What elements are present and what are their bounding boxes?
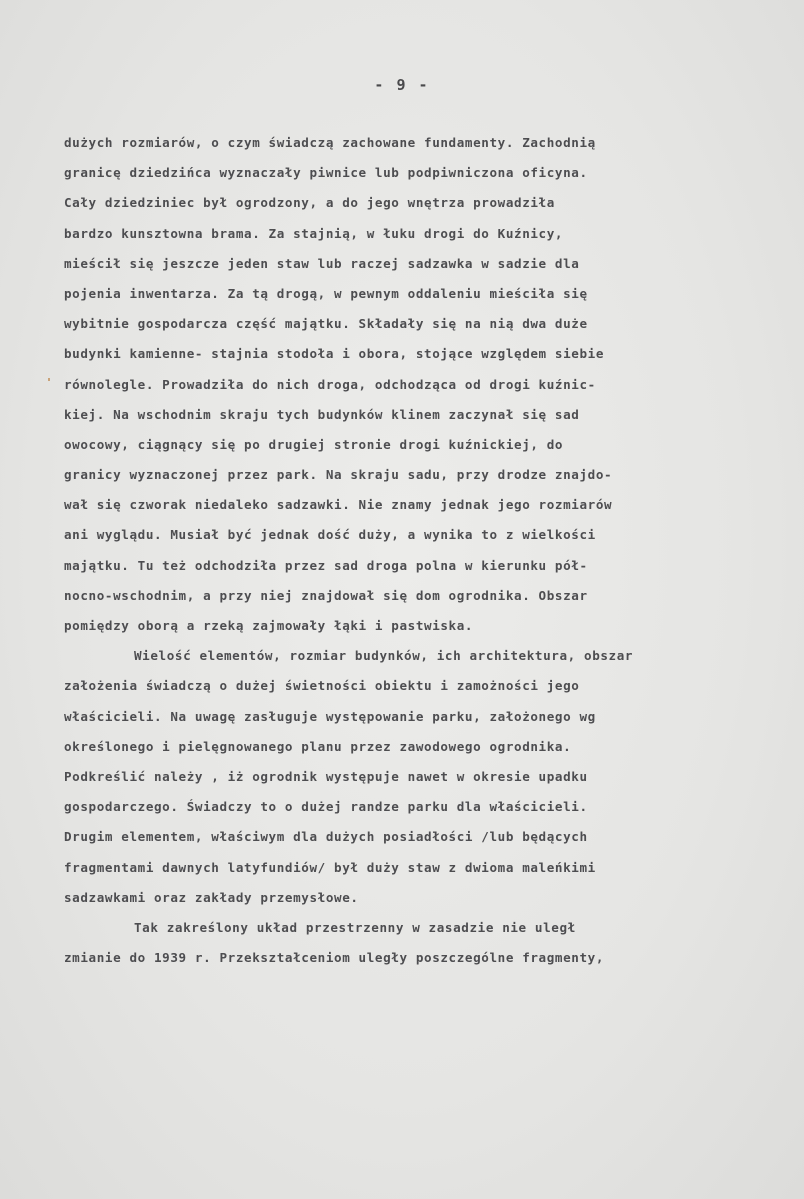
text-line: nocno-wschodnim, a przy niej znajdował się dom ogrodnika. Obszar [64, 587, 588, 603]
text-line: Cały dziedziniec był ogrodzony, a do jego wnętrza prowadziła [64, 195, 555, 211]
text-line: Podkreślić należy , iż ogrodnik występuje nawet w okresie upadku [64, 768, 588, 784]
text-line: budynki kamienne- stajnia stodoła i obora, stojące względem siebie [64, 346, 605, 362]
text-line: gospodarczego. Świadczy to o dużej randze parku dla właścicieli. [64, 799, 588, 815]
text-line: zmianie do 1939 r. Przekształceniom uległy poszczególne fragmenty, [64, 950, 605, 966]
text-line: sadzawkami oraz zakłady przemysłowe. [64, 889, 359, 905]
text-line: owocowy, ciągnący się po drugiej stronie drogi kuźnickiej, do [64, 436, 564, 452]
text-line: Drugim elementem, właściwym dla dużych posiadłości /lub będących [64, 829, 588, 845]
body-text [64, 128, 794, 973]
text-line: wybitnie gospodarcza część majątku. Składały się na nią dwa duże [64, 316, 588, 332]
paragraph-start-line: Wielość elementów, rozmiar budynków, ich architektura, obszar [134, 648, 634, 664]
text-line: wał się czworak niedaleko sadzawki. Nie znamy jednak jego rozmiarów [64, 497, 613, 513]
page-number: - 9 - [374, 76, 430, 94]
text-line: fragmentami dawnych latyfundiów/ był duży staw z dwioma maleńkimi [64, 859, 596, 875]
text-line: kiej. Na wschodnim skraju tych budynków klinem zaczynał się sad [64, 406, 580, 422]
text-line: ani wyglądu. Musiał być jednak dość duży, a wynika to z wielkości [64, 527, 596, 543]
text-line: bardzo kunsztowna brama. Za stajnią, w łuku drogi do Kuźnicy, [64, 225, 564, 241]
text-line: granicę dziedzińca wyznaczały piwnice lub podpiwniczona oficyna. [64, 165, 588, 181]
text-line: mieścił się jeszcze jeden staw lub raczej sadzawka w sadzie dla [64, 255, 580, 271]
text-line: pomiędzy oborą a rzeką zajmowały łąki i pastwiska. [64, 618, 474, 633]
text-line: majątku. Tu też odchodziła przez sad droga polna w kierunku pół- [64, 557, 588, 573]
text-line: określonego i pielęgnowanego planu przez zawodowego ogrodnika. [64, 738, 572, 754]
text-line: dużych rozmiarów, o czym świadczą zachowane fundamenty. Zachodnią [64, 135, 596, 150]
text-line: pojenia inwentarza. Za tą drogą, w pewnym oddaleniu mieściła się [64, 285, 588, 301]
text-line: założenia świadczą o dużej świetności obiektu i zamożności jego [64, 678, 580, 694]
text-line: równolegle. Prowadziła do nich droga, odchodząca od drogi kuźnic- [64, 376, 596, 392]
margin-mark [48, 378, 50, 381]
paragraph-start-line: Tak zakreślony układ przestrzenny w zasadzie nie uległ [134, 919, 576, 935]
text-line: granicy wyznaczonej przez park. Na skraju sadu, przy drodze znajdo- [64, 467, 613, 483]
text-line: właścicieli. Na uwagę zasługuje występowanie parku, założonego wg [64, 708, 596, 724]
